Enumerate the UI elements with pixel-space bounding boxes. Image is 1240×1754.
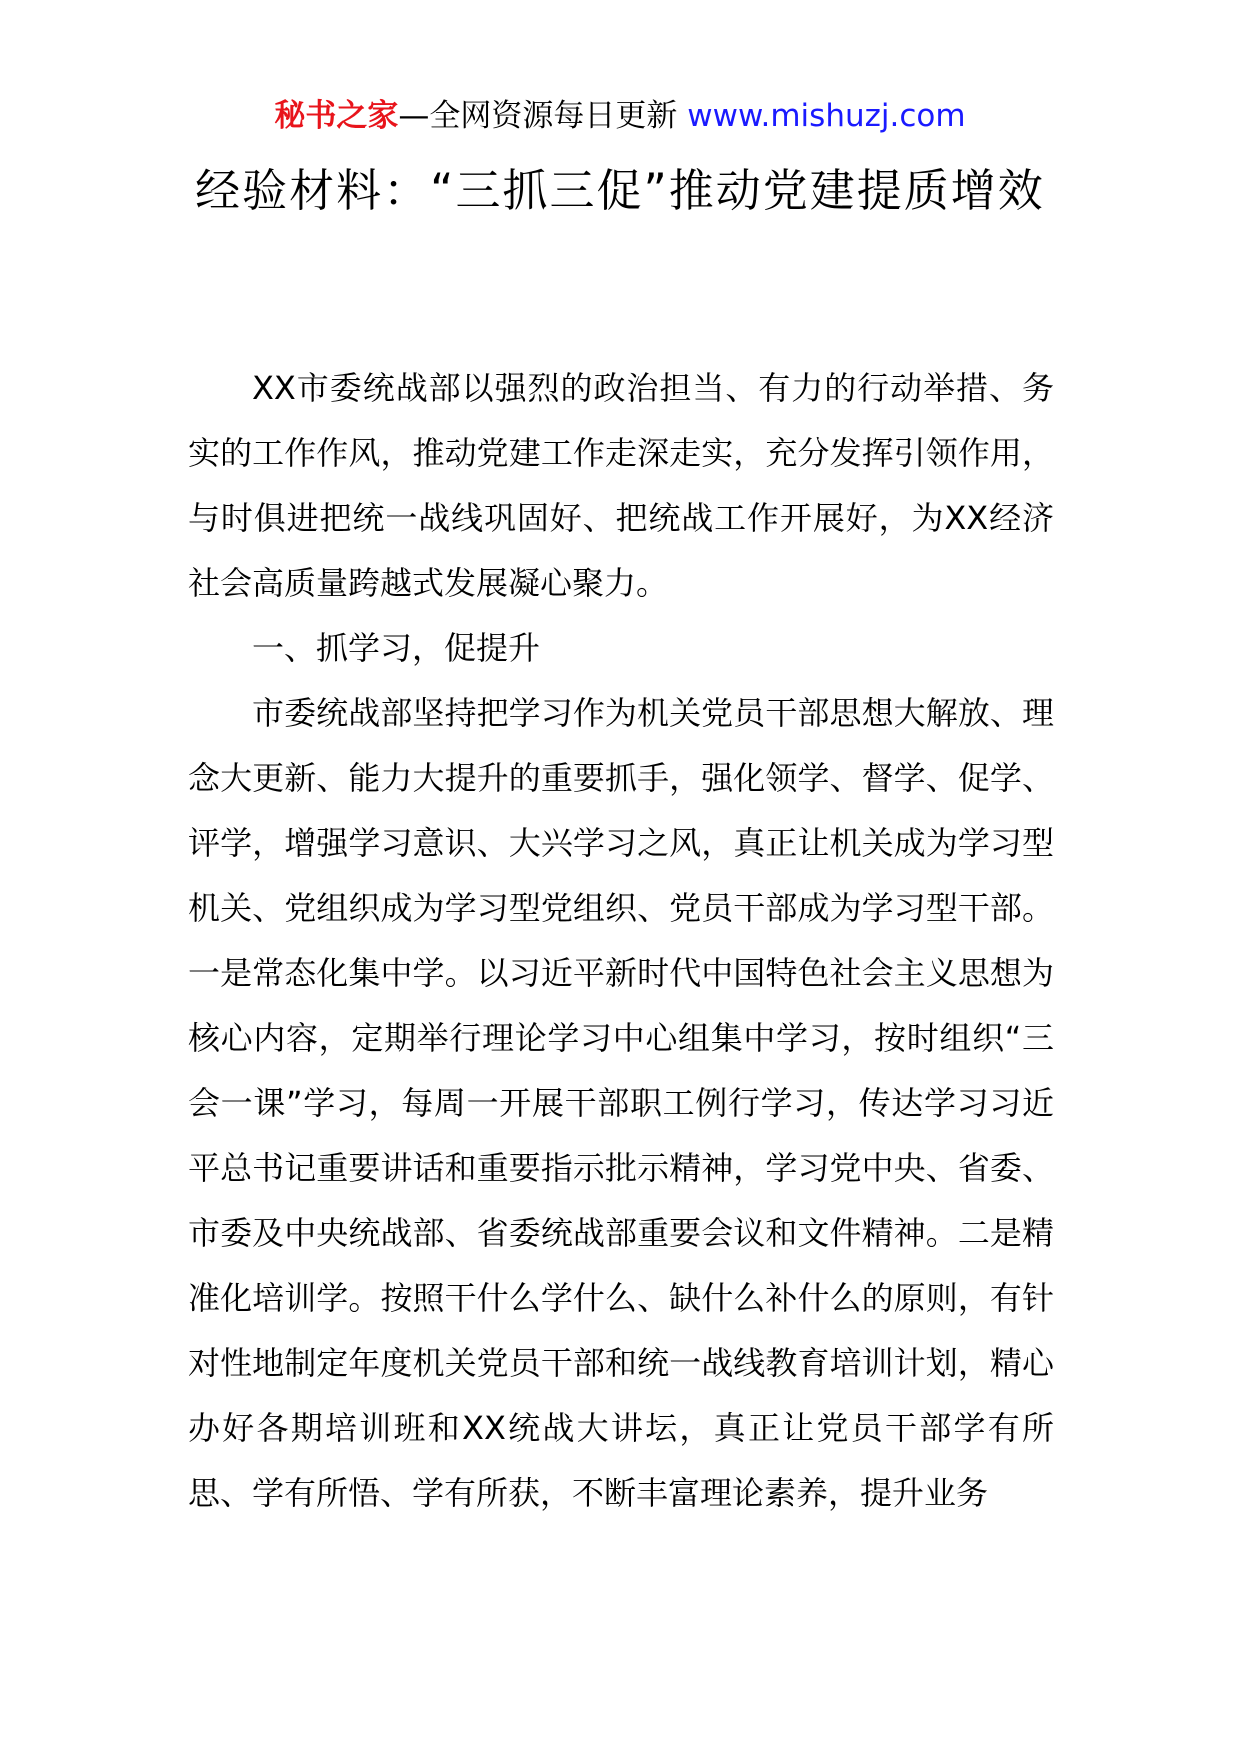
section-heading: 一、抓学习，促提升 [252, 629, 541, 667]
watermark-header [0, 96, 1240, 136]
document-body [188, 356, 1054, 1526]
intro-paragraph: XX市委统战部以强烈的政治担当、有力的行动举措、务实的工作作风，推动党建工作走深走实，充分发挥引领作用，与时俱进把统一战线巩固好、把统战工作开展好，为XX经济社会高质量跨越式发展凝心聚力。 [188, 369, 1054, 602]
site-url: www.mishuzj.com [687, 98, 966, 134]
brand-name: 秘书之家 [274, 98, 399, 134]
section-paragraph: 市委统战部坚持把学习作为机关党员干部思想大解放、理念大更新、能力大提升的重要抓手，强化领学、督学、促学、评学，增强学习意识、大兴学习之风，真正让机关成为学习型机关、党组织成为学习型党组织、党员干部成为学习型干部。一是常态化集中学。以习近平新时代中国特色社会主义思想为核心内容，定期举行理论学习中心组集中学习，按时组织“三会一课”学习，每周一开展干部职工例行学习，传达学习习近平总书记重要讲话和重要指示批示精神，学习党中央、省委、市委及中央统战部、省委统战部重要会议和文件精神。二是精准化培训学。按照干什么学什么、缺什么补什么的原则，有针对性地制定年度机关党员干部和统一战线教育培训计划，精心办好各期培训班和XX统战大讲坛，真正让党员干部学有所思、学有所悟、学有所获，不断丰富理论素养，提升业务 [188, 694, 1054, 1512]
document-title: 经验材料：“三抓三促”推动党建提质增效 [195, 164, 1045, 217]
header-tagline: —全网资源每日更新 [398, 98, 688, 134]
